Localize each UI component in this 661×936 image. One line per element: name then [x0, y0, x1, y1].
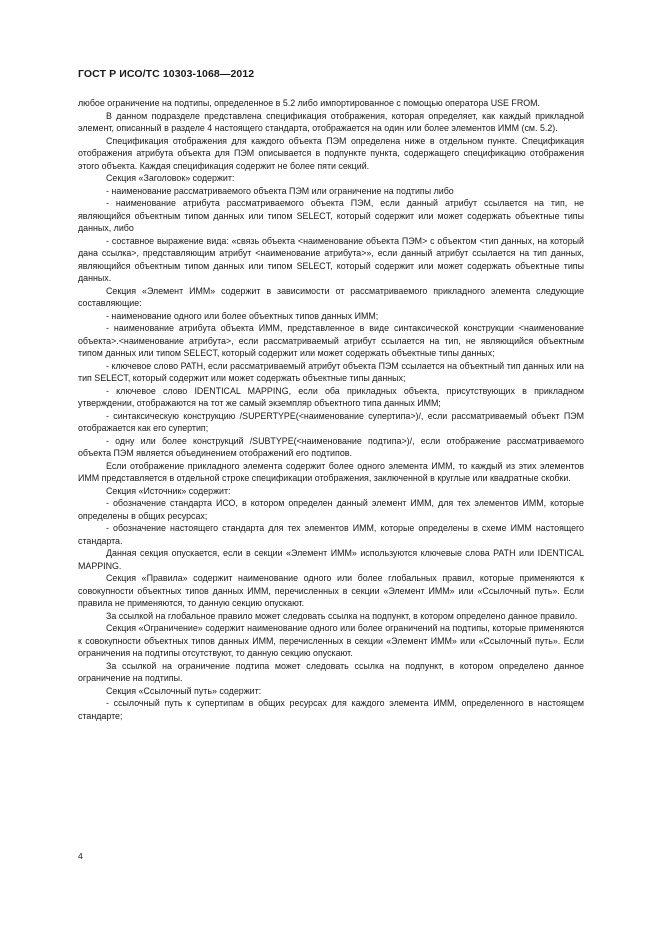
- document-body: [78, 97, 584, 722]
- paragraph: Секция «Источник» содержит:: [106, 485, 231, 496]
- list-item: - ссылочный путь к супертипам в общих ресурсах для каждого элемента ИММ, определенного в настоящем стандарте;: [78, 698, 584, 721]
- list-item: - одну или более конструкций /SUBTYPE(<наименование подтипа>)/, если отображение рассматриваемого объекта ПЭМ является объединением отображений его подтипов.: [78, 435, 584, 458]
- list-item: - обозначение настоящего стандарта для тех элементов ИММ, которые определены в схеме ИММ настоящего стандарта.: [78, 523, 584, 546]
- paragraph: любое ограничение на подтипы, определенное в 5.2 либо импортированное с помощью оператора USE FROM.: [78, 98, 540, 108]
- document-header: ГОСТ Р ИСО/ТС 10303-1068—2012: [78, 68, 255, 80]
- paragraph: Если отображение прикладного элемента содержит более одного элемента ИММ, то каждый из этих элементов ИММ представляется в отдельной строке спецификации отображения, заключенной в круглые или квадратные скобки.: [78, 460, 584, 483]
- list-item: - ключевое слово IDENTICAL MAPPING, если оба прикладных объекта, присутствующих в прикладном утверждении, отображаются на тот же самый экземпляр объектного типа данных ИММ;: [78, 385, 584, 408]
- paragraph: Секция «Заголовок» содержит:: [106, 173, 235, 183]
- page-number: 4: [78, 851, 83, 861]
- list-item: - составное выражение вида: «связь объекта <наименование объекта ПЭМ> с объектом <тип данных, на который дана ссылка>, представляющим атрибут <наименование атрибута>», если данный атрибут ссылается на тип данных, являющийся объектным типом данных или типом SELECT, который содержит или может содержать объектные типы данных.: [78, 235, 584, 283]
- paragraph: Секция «Ссылочный путь» содержит:: [106, 685, 262, 696]
- list-item: - наименование одного или более объектных типов данных ИММ;: [106, 310, 379, 321]
- paragraph: Спецификация отображения для каждого объекта ПЭМ определена ниже в отдельном пункте. Спецификация отображения атрибута объекта для ПЭМ описывается в подпункте пункта, содержащего спецификацию отображения этого объекта. Каждая спецификация содержит не более пяти секций.: [78, 135, 584, 171]
- paragraph: Секция «Правила» содержит наименование одного или более глобальных правил, которые применяются к совокупности объектных типов данных ИММ, перечисленных в секции «Элемент ИММ» или «Ссылочный путь». Если правила не применяются, то данную секцию опускают.: [78, 573, 584, 608]
- paragraph: В данном подразделе представлена спецификация отображения, которая определяет, как каждый прикладной элемент, описанный в разделе 4 настоящего стандарта, отображается на один или более элементов ИММ (см. 5.2).: [78, 110, 584, 133]
- list-item: - наименование атрибута рассматриваемого объекта ПЭМ, если данный атрибут ссылается на тип, не являющийся объектным типом данных или типом SELECT, который содержит или может содержать объектные типы данных, либо: [78, 198, 584, 233]
- paragraph: Секция «Ограничение» содержит наименование одного или более ограничений на подтипы, которые применяются к совокупности объектных типов данных ИММ, перечисленных в секции «Элемент ИММ» или «Ссылочный путь». Если ограничения на подтипы отсутствуют, то данную секцию опускают.: [78, 623, 584, 658]
- paragraph: За ссылкой на ограничение подтипа может следовать ссылка на подпункт, в котором определено данное ограничение на подтипы.: [78, 660, 584, 683]
- list-item: - наименование атрибута объекта ИММ, представленное в виде синтаксической конструкции <наименование объекта>.<наименование атрибута>, если рассматриваемый атрибут ссылается на тип, не являющийся объектным типом данных или типом SELECT, который содержит или может содержать объектные типы данных;: [78, 323, 584, 358]
- paragraph: Секция «Элемент ИММ» содержит в зависимости от рассматриваемого прикладного элемента следующие составляющие:: [78, 285, 584, 308]
- list-item: - обозначение стандарта ИСО, в котором определен данный элемент ИММ, для тех элементов ИММ, которые определены в общих ресурсах;: [78, 498, 584, 521]
- list-item: - ключевое слово PATH, если рассматриваемый атрибут объекта ПЭМ ссылается на объектный тип данных или на тип SELECT, который содержит или может содержать объектные типы данных;: [78, 360, 584, 383]
- list-item: - наименование рассматриваемого объекта ПЭМ или ограничение на подтипы либо: [106, 185, 454, 196]
- paragraph: За ссылкой на глобальное правило может следовать ссылка на подпункт, в котором определено данное правило.: [106, 610, 578, 621]
- list-item: - синтаксическую конструкцию /SUPERTYPE(<наименование супертипа>)/, если рассматриваемый объект ПЭМ отображается как его супертип;: [78, 410, 584, 433]
- paragraph: Данная секция опускается, если в секции «Элемент ИММ» используются ключевые слова PATH или IDENTICAL MAPPING.: [78, 548, 584, 571]
